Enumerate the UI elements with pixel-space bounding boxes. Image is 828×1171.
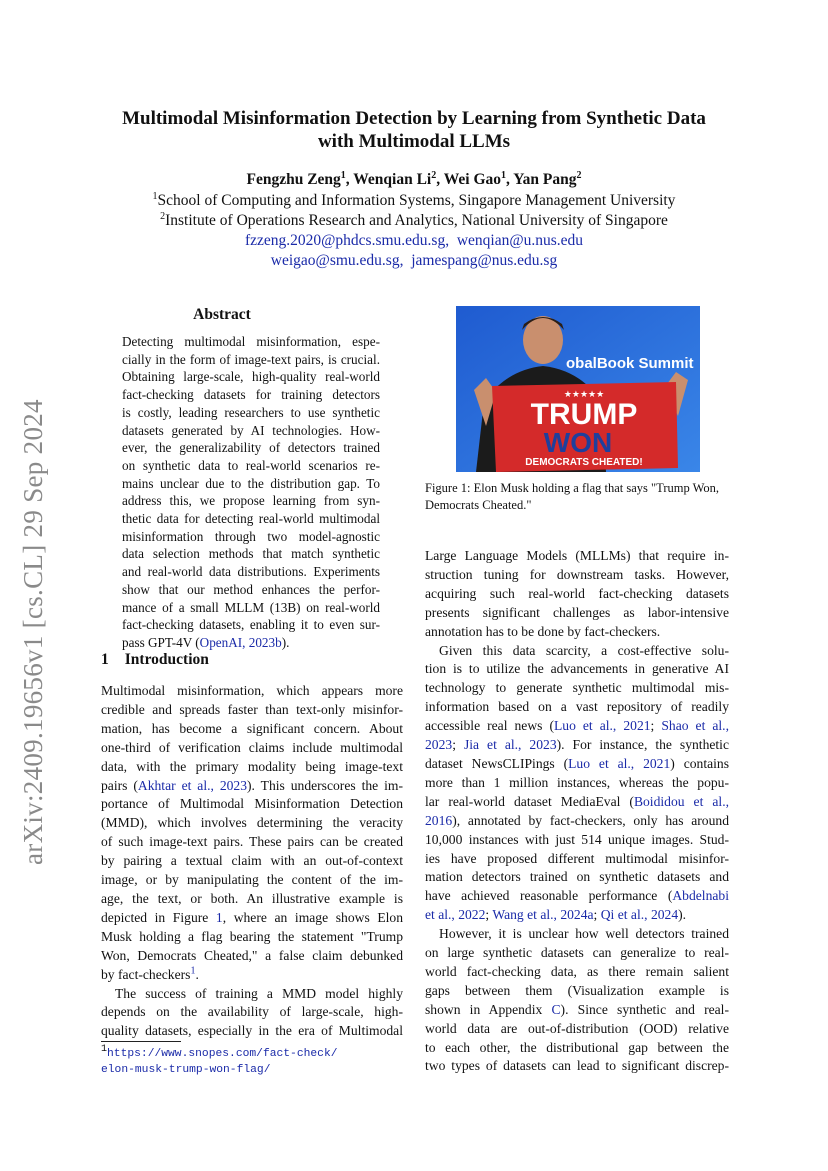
citation-link[interactable]: et al., 2022 bbox=[425, 907, 486, 923]
citation-link[interactable]: Luo et al., 2021 bbox=[553, 718, 651, 734]
abstract-line: Obtaining large-scale, high-quality real-world bbox=[122, 369, 380, 385]
abstract-line: ever, the generalizability of detectors trained bbox=[122, 440, 380, 456]
email-link[interactable]: weigao@smu.edu.sg bbox=[270, 252, 400, 269]
text-run: lar real-world dataset MediaEval ( bbox=[425, 793, 634, 809]
text-line: (MMD), which involves determining the veracity bbox=[101, 815, 403, 831]
text-line bbox=[101, 909, 403, 928]
text-line: Musk holding a flag bearing the statement "Trump bbox=[101, 928, 403, 944]
text-line: ies have proposed different multimodal misinfor- bbox=[425, 850, 729, 866]
text-line bbox=[425, 755, 729, 774]
abstract-line: mains unclear due to the distribution gap. To bbox=[122, 475, 380, 491]
text-line: portance of Multimodal Misinformation Detection bbox=[101, 796, 403, 812]
abstract-line: cially in the form of image-text pairs, is crucial. bbox=[122, 351, 380, 367]
author-name: Fengzhu Zeng bbox=[246, 171, 341, 188]
abstract-line: mance of a small MLLM (13B) on real-world bbox=[122, 599, 380, 615]
text-run: have achieved reasonable performance ( bbox=[425, 888, 673, 904]
text-run: . bbox=[195, 966, 199, 982]
abstract-line bbox=[122, 634, 380, 652]
text-run: ; bbox=[650, 718, 662, 734]
text-line: by pairing a textual claim with an out-of-context bbox=[101, 853, 403, 869]
text-line: mation detectors trained on synthetic datasets and bbox=[425, 869, 729, 885]
abstract-body bbox=[122, 333, 380, 652]
figure-flag-won: WON bbox=[543, 427, 613, 458]
abstract-line: Detecting multimodal misinformation, espe- bbox=[122, 334, 380, 349]
author-name: Wenqian Li bbox=[353, 171, 432, 188]
affiliation-text: Institute of Operations Research and Analytics, National University of Singapore bbox=[165, 212, 668, 229]
text-line: However, it is unclear how well detectors trained bbox=[439, 926, 729, 942]
citation-link[interactable]: Shao et al., bbox=[661, 718, 729, 734]
text-line: on large synthetic datasets can generalize to real- bbox=[425, 945, 729, 961]
arxiv-sidebar: arXiv:2409.19656v1 [cs.CL] 29 Sep 2024 bbox=[18, 399, 48, 865]
text-line bbox=[425, 906, 729, 925]
text-line: presents significant challenges as labor-intensive bbox=[425, 604, 729, 620]
text-line: more than 1 million instances, whereas the popu- bbox=[425, 774, 729, 790]
footnote bbox=[101, 1044, 338, 1078]
text-line bbox=[425, 1001, 729, 1020]
email-link[interactable]: jamespang@nus.edu.sg bbox=[411, 252, 558, 269]
text-line: world fact-checking data, as there remain salient bbox=[425, 963, 729, 979]
paper-title bbox=[0, 107, 828, 153]
text-run: ). For instance, the synthetic bbox=[556, 737, 729, 753]
text-run: ; bbox=[485, 907, 493, 923]
abstract-line: fact-checking datasets, enabling it to even sur- bbox=[122, 617, 380, 633]
text-run: ; bbox=[593, 907, 601, 923]
left-column-text bbox=[101, 682, 403, 1041]
text-line bbox=[425, 736, 729, 755]
author-name: Yan Pang bbox=[513, 171, 577, 188]
abstract-line: datasets generated by AI technologies. How- bbox=[122, 422, 380, 438]
abstract-line: misinformation through two model-agnostic bbox=[122, 528, 380, 544]
text-line: mation, has become a significant concern. About bbox=[101, 720, 403, 736]
affiliation-sup: 2 bbox=[160, 210, 166, 222]
text-line bbox=[425, 717, 729, 736]
text-line: credible and spreads faster than text-only misinfor- bbox=[101, 701, 403, 717]
figure-image bbox=[456, 306, 700, 472]
text-run: ). This underscores the im- bbox=[247, 777, 403, 793]
citation-link[interactable]: 2023 bbox=[425, 737, 453, 753]
text-line: information based on a vast repository of readily bbox=[425, 699, 729, 715]
text-line: image, or by manipulating the content of the im- bbox=[101, 872, 403, 888]
footnote-rule bbox=[101, 1041, 181, 1042]
text-line bbox=[425, 887, 729, 906]
citation-link[interactable]: 2016 bbox=[425, 812, 453, 828]
citation-link[interactable]: Abdelnabi bbox=[672, 888, 729, 904]
text-run: by fact-checkers bbox=[101, 966, 191, 982]
footnote-marker[interactable]: 1 bbox=[190, 965, 196, 977]
citation-link[interactable]: Boididou et al., bbox=[633, 793, 729, 809]
footnote-sup: 1 bbox=[101, 1044, 108, 1056]
text-line: quality datasets, especially in the era of Multimodal bbox=[101, 1023, 403, 1039]
text-line: Given this data scarcity, a cost-effective solu- bbox=[439, 642, 729, 658]
text-line bbox=[101, 966, 403, 985]
text-line: world data are out-of-distribution (OOD) relative bbox=[425, 1020, 729, 1036]
text-line: two types of datasets can lead to significant discrep- bbox=[425, 1058, 729, 1074]
email-row-2: weigao@smu.edu.sg, jamespang@nus.edu.sg bbox=[270, 252, 558, 269]
email-row-1: fzzeng.2020@phdcs.smu.edu.sg, wenqian@u.nus.edu bbox=[244, 232, 584, 249]
affiliation-1 bbox=[0, 192, 828, 210]
text-run: dataset NewsCLIPings ( bbox=[425, 755, 569, 771]
text-run: accessible real news ( bbox=[425, 718, 554, 734]
figure-flag-trump: TRUMP bbox=[530, 398, 638, 431]
affiliation-sup: 1 bbox=[152, 190, 158, 202]
text-line: data, with the primary modality being image-text bbox=[101, 758, 403, 774]
citation-link[interactable]: Wang et al., 2024a bbox=[492, 907, 594, 923]
footnote-url-line1[interactable]: https://www.snopes.com/fact-check/ bbox=[107, 1048, 338, 1060]
citation-link[interactable]: Akhtar et al., 2023 bbox=[137, 777, 248, 793]
abstract-heading: Abstract bbox=[193, 306, 251, 323]
figure-flag-democrats: DEMOCRATS CHEATED! bbox=[525, 457, 643, 468]
author-sup: 2 bbox=[431, 169, 437, 181]
figure-flag-stars: ★★★★★ bbox=[563, 389, 605, 399]
text-line bbox=[101, 777, 403, 796]
text-line: annotation has to be done by fact-checkers. bbox=[425, 623, 661, 639]
text-run: pass GPT-4V ( bbox=[122, 634, 200, 650]
citation-link[interactable]: C bbox=[551, 1001, 561, 1017]
abstract-line: show that our method enhances the perfor- bbox=[122, 581, 380, 597]
author-name: Wei Gao bbox=[443, 171, 501, 188]
text-line: tion is to utilize the advancements in generative AI bbox=[425, 661, 729, 677]
right-column-text bbox=[425, 547, 729, 1076]
email-link[interactable]: fzzeng.2020@phdcs.smu.edu.sg bbox=[244, 232, 446, 249]
text-run: ). bbox=[678, 907, 687, 923]
text-run: pairs ( bbox=[101, 777, 138, 793]
figure-banner-text: obalBook Summit bbox=[566, 355, 694, 372]
author-list: Fengzhu Zeng$^1$, Wenqian Li$^2$, Wei Gao$^1$, Yan Pang$^2$ bbox=[246, 169, 582, 188]
text-line: to each other, the distributional gap between the bbox=[425, 1039, 729, 1055]
author-sup: 2 bbox=[576, 169, 582, 181]
text-line: of such image-text pairs. These pairs can be created bbox=[101, 834, 403, 850]
text-line: Multimodal misinformation, which appears more bbox=[101, 683, 403, 698]
citation-link[interactable]: 1 bbox=[215, 909, 223, 925]
text-run: shown in Appendix bbox=[425, 1001, 552, 1017]
footnote-url-line2[interactable]: elon-musk-trump-won-flag/ bbox=[101, 1063, 271, 1076]
text-run: ; bbox=[452, 737, 464, 753]
text-line: technology to generate synthetic multimodal mis- bbox=[425, 680, 729, 696]
section-number: 1 bbox=[101, 651, 109, 668]
abstract-line: and real-world data distributions. Experiments bbox=[122, 564, 380, 580]
text-line: 10,000 instances with just 514 unique images. Stud- bbox=[425, 831, 729, 847]
abstract-line: data selection methods that match synthetic bbox=[122, 546, 380, 562]
text-line: gaps between them (Visualization example is bbox=[425, 982, 729, 998]
email-link[interactable]: wenqian@u.nus.edu bbox=[456, 232, 584, 249]
abstract-line: is costly, leading researchers to use synthetic bbox=[122, 404, 380, 420]
text-line bbox=[425, 812, 729, 831]
author-sup: 1 bbox=[340, 169, 346, 181]
text-line bbox=[425, 793, 729, 812]
text-run: ), annotated by fact-checkers, only has around bbox=[452, 812, 729, 828]
figure-illustration bbox=[456, 306, 700, 472]
text-run: ). bbox=[281, 634, 290, 650]
citation-link[interactable]: OpenAI, 2023b bbox=[199, 634, 282, 650]
abstract-line: on synthetic data to real-world scenarios re- bbox=[122, 457, 380, 473]
affiliation-2 bbox=[0, 212, 828, 230]
title-line-1: Multimodal Misinformation Detection by Learning from Synthetic Data bbox=[122, 108, 706, 129]
affiliation-text: School of Computing and Information Systems, Singapore Management University bbox=[157, 192, 676, 209]
citation-link[interactable]: Qi et al., 2024 bbox=[600, 907, 679, 923]
text-run: ) contains bbox=[670, 755, 729, 771]
section-heading bbox=[101, 651, 209, 669]
figure-caption: Figure 1: Elon Musk holding a flag that says "Trump Won, Democrats Cheated." bbox=[425, 481, 720, 512]
section-title: Introduction bbox=[124, 651, 209, 668]
text-line: Won, Democrats Cheated," a false claim debunked bbox=[101, 947, 403, 963]
text-line: one-third of verification claims include multimodal bbox=[101, 739, 403, 755]
abstract-line: address this, we propose learning from syn- bbox=[122, 493, 380, 509]
citation-link[interactable]: Luo et al., 2021 bbox=[568, 755, 671, 771]
text-line: age, the text, or both. An illustrative example is bbox=[101, 890, 403, 906]
text-run: ). Since synthetic and real- bbox=[560, 1001, 729, 1017]
text-run: depicted in Figure bbox=[101, 909, 216, 925]
abstract-line: thetic data for detecting real-world multimodal bbox=[122, 511, 380, 527]
author-sup: 1 bbox=[501, 169, 506, 181]
text-line: depends on the availability of large-scale, high- bbox=[101, 1004, 403, 1020]
text-line: Large Language Models (MLLMs) that require in- bbox=[425, 548, 729, 563]
title-line-2: with Multimodal LLMs bbox=[317, 131, 511, 152]
text-run: , where an image shows Elon bbox=[222, 909, 403, 925]
text-line: The success of training a MMD model highly bbox=[115, 985, 403, 1001]
text-line: struction tuning for downstream tasks. However, bbox=[425, 566, 729, 582]
citation-link[interactable]: Jia et al., 2023 bbox=[463, 737, 557, 753]
abstract-line: fact-checking datasets for training detectors bbox=[122, 387, 380, 403]
text-line: acquiring such real-world fact-checking datasets bbox=[425, 585, 729, 601]
